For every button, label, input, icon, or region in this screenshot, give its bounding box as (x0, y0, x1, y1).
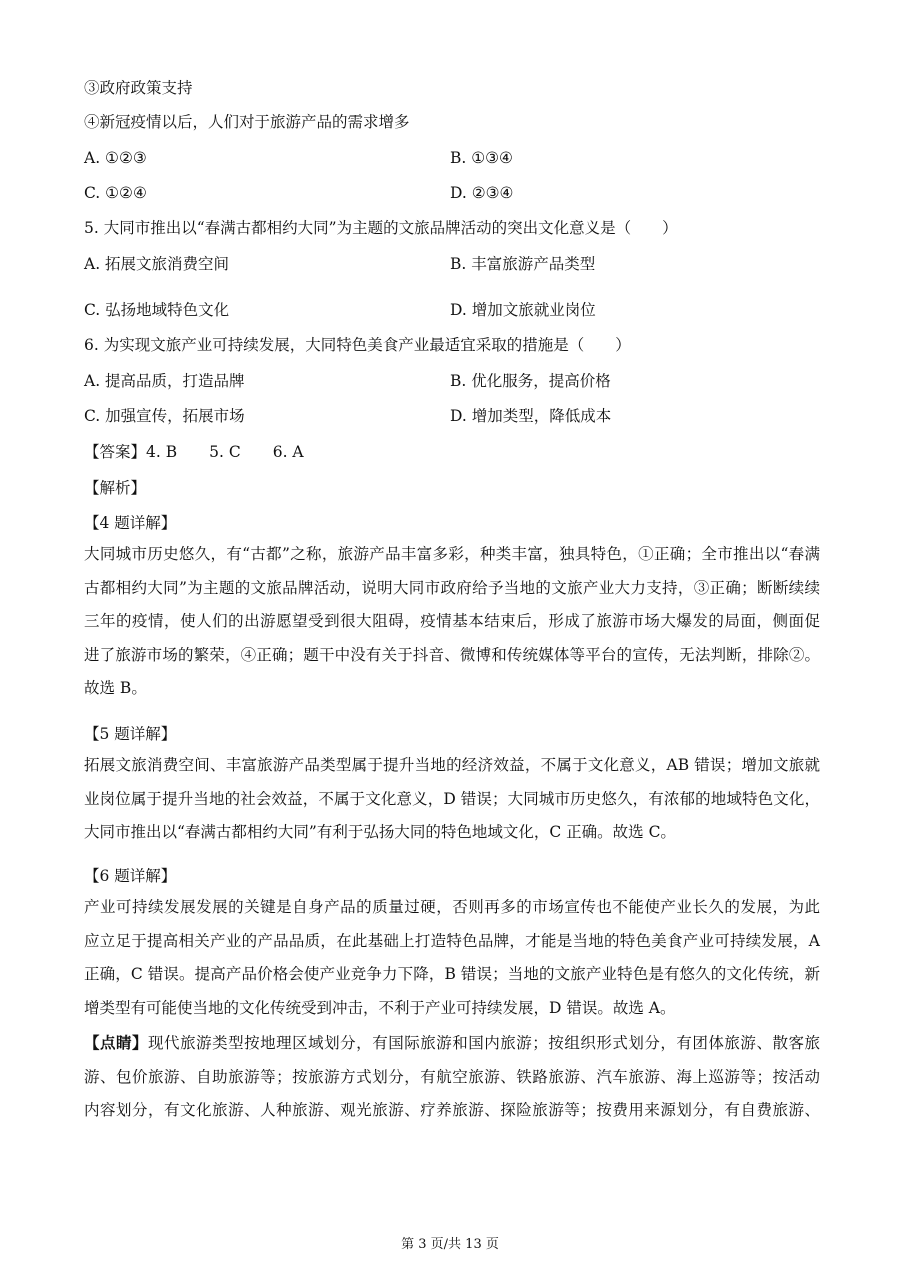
tip-line: 现代旅游类型按地理区域划分，有国际旅游和国内旅游；按组织形式划分，有团体旅游、散客旅 (148, 1034, 820, 1052)
answer-6: 6. A (272, 443, 304, 461)
page-footer: 第 3 页/共 13 页 (401, 1237, 499, 1252)
tip-paragraph (84, 1026, 820, 1128)
detail4-line: 三年的疫情，使人们的出游愿望受到很大阻碍，疫情基本结束后，形成了旅游市场大爆发的局面，侧面促 (84, 612, 820, 630)
detail5-line: 业岗位属于提升当地的社会效益，不属于文化意义，D 错误；大同城市历史悠久，有浓郁的地域特色文化， (84, 789, 820, 808)
detail4-line: 进了旅游市场的繁荣，④正确；题干中没有关于抖音、微博和传统媒体等平台的宣传，无法判断，排除②。 (84, 645, 820, 664)
tip-line: 游、包价旅游、自助旅游等；按旅游方式划分，有航空旅游、铁路旅游、汽车旅游、海上巡游等；按活动 (84, 1067, 820, 1086)
q4-option-c: C. ①②④ (84, 184, 147, 202)
detail4-line: 古都相约大同”为主题的文旅品牌活动，说明大同市政府给予当地的文旅产业大力支持，③正确；断断续续 (84, 578, 820, 597)
q4-item-3: ③政府政策支持 (84, 79, 193, 97)
q4-option-d: D. ②③④ (450, 184, 514, 202)
q6-stem: 6. 为实现文旅产业可持续发展，大同特色美食产业最适宜采取的措施是（ ） (84, 336, 631, 354)
q6-option-b: B. 优化服务，提高价格 (450, 372, 611, 390)
tip-line: 内容划分，有文化旅游、人种旅游、观光旅游、疗养旅游、探险旅游等；按费用来源划分，有自费旅游、 (84, 1101, 820, 1119)
detail6-line: 应立足于提高相关产业的产品品质，在此基础上打造特色品牌，才能是当地的特色美食产业可持续发展，A (84, 931, 820, 950)
answer-5: 5. C (209, 443, 241, 461)
answer-label: 【答案】 (84, 443, 147, 461)
detail5-heading: 【5 题详解】 (84, 725, 177, 743)
q6-option-a: A. 提高品质，打造品牌 (84, 372, 245, 390)
detail4-line: 故选 B。 (84, 679, 147, 697)
detail4-paragraph (84, 538, 820, 706)
detail6-line: 增类型有可能使当地的文化传统受到冲击，不利于产业可持续发展，D 错误。故选 A。 (84, 998, 676, 1017)
q4-option-b: B. ①③④ (450, 149, 513, 167)
detail6-heading: 【6 题详解】 (84, 867, 177, 885)
tip-first-line (84, 1026, 820, 1061)
q5-option-a: A. 拓展文旅消费空间 (84, 255, 230, 273)
q4-item-4: ④新冠疫情以后，人们对于旅游产品的需求增多 (84, 113, 410, 131)
q5-option-b: B. 丰富旅游产品类型 (450, 255, 596, 273)
detail5-paragraph (84, 749, 820, 850)
q5-stem: 5. 大同市推出以“春满古都相约大同”为主题的文旅品牌活动的突出文化意义是（ ） (84, 219, 678, 237)
q6-option-d: D. 增加类型，降低成本 (450, 407, 612, 425)
q5-option-c: C. 弘扬地域特色文化 (84, 301, 230, 319)
q6-option-c: C. 加强宣传，拓展市场 (84, 407, 245, 425)
answer-4: 4. B (146, 443, 178, 461)
detail5-line: 大同市推出以“春满古都相约大同”有利于弘扬大同的特色地域文化，C 正确。故选 C。 (84, 823, 676, 841)
tip-label: 【点睛】 (84, 1033, 149, 1052)
answer-line (84, 442, 304, 462)
detail5-line: 拓展文旅消费空间、丰富旅游产品类型属于提升当地的经济效益，不属于文化意义，AB 错误；增加文旅就 (84, 756, 820, 774)
detail6-paragraph (84, 891, 820, 1025)
analysis-label: 【解析】 (84, 479, 147, 497)
q5-option-d: D. 增加文旅就业岗位 (450, 301, 596, 319)
detail6-line: 正确，C 错误。提高产品价格会使产业竞争力下降，B 错误；当地的文旅产业特色是有悠久的文化传统，新 (84, 965, 820, 983)
q4-option-a: A. ①②③ (84, 149, 147, 167)
detail4-line: 大同城市历史悠久，有“古都”之称，旅游产品丰富多彩，种类丰富，独具特色，①正确；全市推出以“春满 (84, 545, 820, 563)
detail6-line: 产业可持续发展发展的关键是自身产品的质量过硬，否则再多的市场宣传也不能使产业长久的发展，为此 (84, 898, 820, 916)
detail4-heading: 【4 题详解】 (84, 514, 177, 532)
